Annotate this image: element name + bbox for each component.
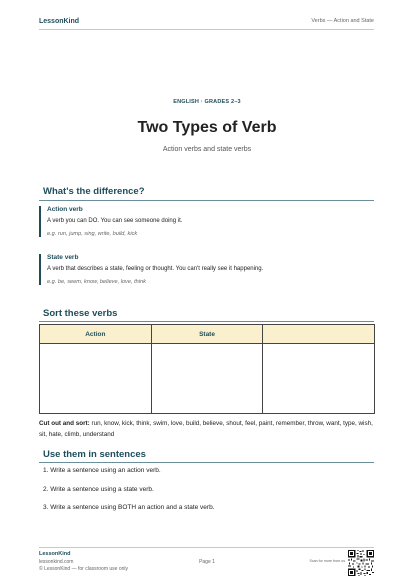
sort-table-header-row bbox=[40, 325, 375, 344]
page-subtitle: Action verbs and state verbs bbox=[162, 146, 252, 153]
column-header-blank bbox=[263, 325, 375, 344]
page-title: Two Types of Verb bbox=[137, 119, 277, 136]
state-verb-callout bbox=[39, 254, 374, 285]
sort-heading-rule bbox=[39, 321, 374, 322]
page-header bbox=[39, 14, 374, 28]
column-header-action: Action bbox=[40, 325, 152, 344]
cut-and-sort-label: Cut out and sort: bbox=[39, 420, 90, 427]
action-verb-definition: A verb you can DO. You can see someone doing it. bbox=[47, 218, 183, 224]
task-item-1: 1. Write a sentence using an action verb. bbox=[43, 467, 161, 474]
difference-heading-rule bbox=[39, 200, 374, 201]
use-heading-rule bbox=[39, 462, 374, 463]
state-verb-definition: A verb that describes a state, feeling or thought. You can't really see it happening. bbox=[47, 266, 264, 272]
task-item-3: 3. Write a sentence using BOTH an action and a state verb. bbox=[43, 504, 215, 511]
footer-divider bbox=[39, 547, 374, 548]
qr-code-icon bbox=[348, 550, 374, 576]
header-topic: Verbs — Action and State bbox=[311, 18, 374, 24]
action-verb-examples: e.g. run, jump, sing, write, build, kick bbox=[47, 231, 138, 237]
cut-and-sort-word-list: run, know, kick, think, swim, love, build, believe, shout, feel, paint, remember, throw, want, type, wish, sit, hate, climb, understand bbox=[39, 420, 373, 438]
column-header-state: State bbox=[151, 325, 263, 344]
difference-heading: What's the difference? bbox=[43, 186, 145, 197]
action-verb-callout bbox=[39, 206, 374, 237]
sort-table bbox=[39, 324, 375, 414]
header-divider bbox=[39, 29, 374, 30]
footer-url: lessonkind.com bbox=[39, 559, 74, 565]
action-answer-cell[interactable] bbox=[40, 344, 152, 414]
sort-table-body-row bbox=[40, 344, 375, 414]
state-answer-cell[interactable] bbox=[151, 344, 263, 414]
footer-copyright: © LessonKind — for classroom use only bbox=[39, 566, 129, 572]
header-brand: LessonKind bbox=[39, 17, 80, 25]
action-verb-title: Action verb bbox=[47, 206, 83, 213]
sort-heading: Sort these verbs bbox=[43, 308, 118, 319]
extra-answer-cell[interactable] bbox=[263, 344, 375, 414]
task-item-2: 2. Write a sentence using a state verb. bbox=[43, 486, 154, 493]
footer-brand: LessonKind bbox=[39, 551, 71, 557]
qr-scan-label: Scan for more from us bbox=[309, 559, 345, 563]
state-verb-examples: e.g. be, seem, know, believe, love, think bbox=[47, 279, 146, 285]
cut-and-sort-instructions bbox=[39, 418, 374, 440]
page-number: Page 1 bbox=[199, 559, 215, 565]
state-verb-title: State verb bbox=[47, 254, 79, 261]
use-heading: Use them in sentences bbox=[43, 449, 146, 460]
subject-grade-label: ENGLISH · GRADES 2–3 bbox=[173, 99, 241, 105]
